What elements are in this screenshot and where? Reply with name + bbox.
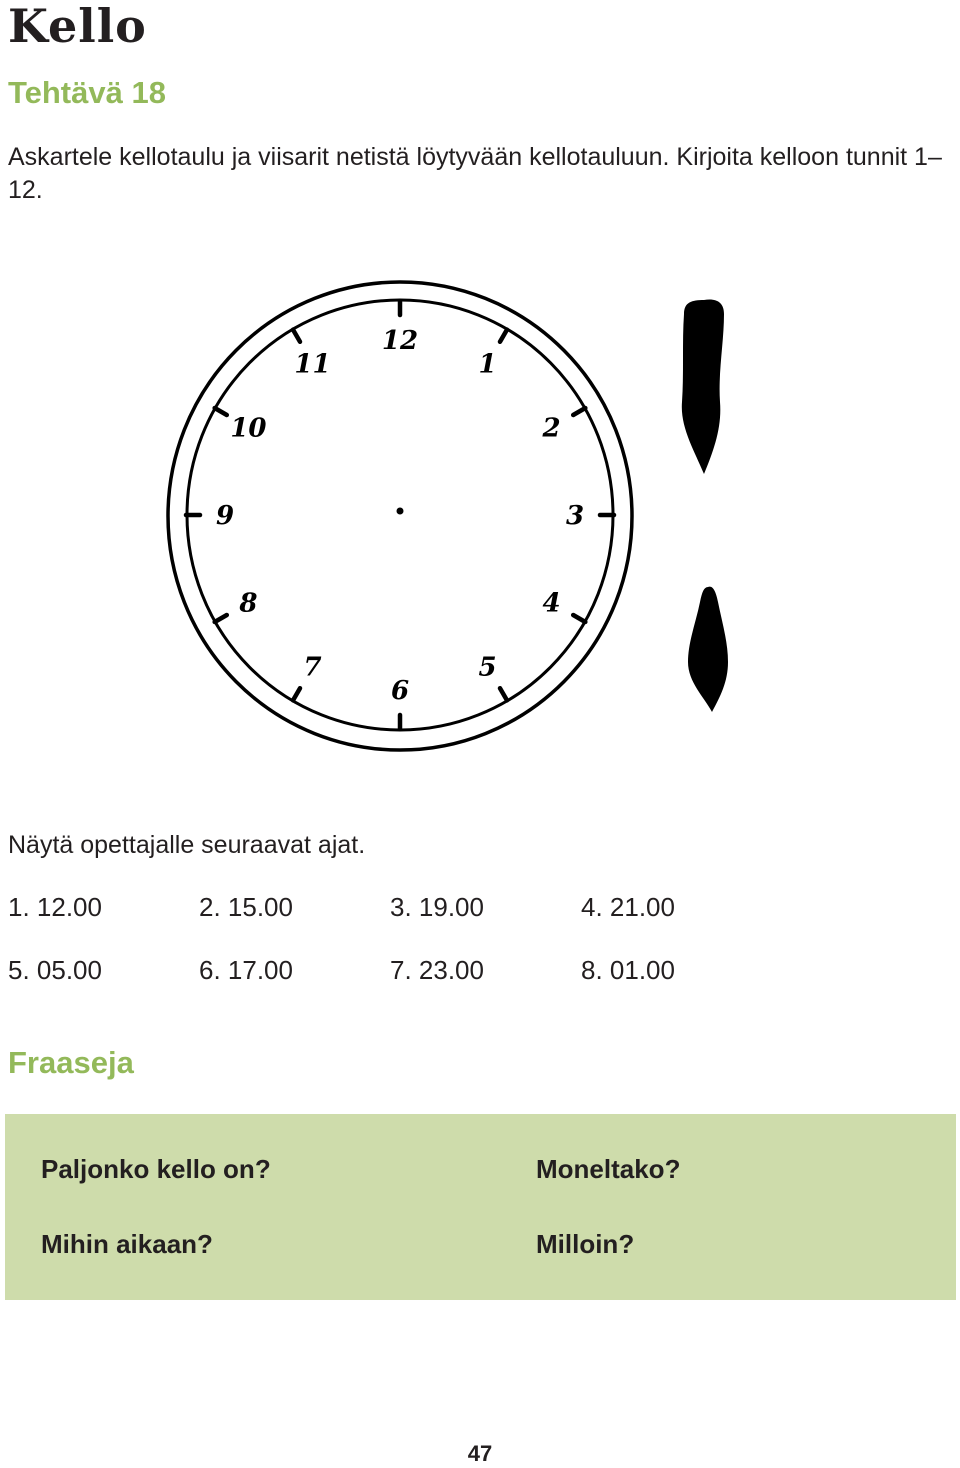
time-item: 8. 01.00 [581, 955, 675, 985]
clock-tick-mark [573, 408, 585, 415]
times-list [8, 890, 788, 988]
clock-hour-number: 11 [294, 349, 331, 380]
clock-hour-number: 6 [390, 676, 410, 706]
phrase-item: Moneltako? [536, 1154, 681, 1184]
clock-tick-mark [215, 408, 227, 415]
phrases-title: Fraaseja [8, 1045, 134, 1080]
page-number: 47 [467, 1441, 493, 1466]
phrase-item: Milloin? [536, 1229, 635, 1259]
phrase-item: Paljonko kello on? [41, 1154, 271, 1184]
time-item: 1. 12.00 [8, 892, 102, 922]
clock-hour-number: 12 [381, 326, 419, 356]
clock-hour-number: 2 [542, 413, 561, 444]
clock-illustration [158, 252, 782, 764]
clock-hour-number: 7 [303, 652, 322, 683]
time-item: 6. 17.00 [199, 955, 293, 985]
clock-face-drawing [158, 252, 782, 764]
clock-tick-mark [215, 615, 227, 622]
clock-face [168, 282, 632, 750]
time-item: 2. 15.00 [199, 892, 293, 922]
phrases-box [5, 1114, 956, 1300]
clock-center-dot [397, 508, 404, 515]
clock-tick-mark [573, 615, 585, 622]
clock-tick-marks [186, 301, 614, 729]
time-item: 7. 23.00 [390, 955, 484, 985]
clock-tick-mark [500, 688, 507, 700]
time-item: 5. 05.00 [8, 955, 102, 985]
clock-hour-number: 9 [215, 501, 235, 531]
time-item: 4. 21.00 [581, 892, 675, 922]
clock-hour-number: 1 [478, 349, 497, 380]
clock-hour-number: 5 [478, 652, 497, 683]
time-item: 3. 19.00 [390, 892, 484, 922]
minute-hand-cutout [682, 300, 724, 474]
clock-tick-mark [293, 688, 300, 700]
clock-tick-mark [293, 330, 300, 342]
clock-hour-number: 3 [565, 501, 585, 531]
task-instruction: Askartele kellotaulu ja viisarit netistä löytyvään kellotauluun. Kirjoita kelloon tunnit 1–12. [8, 143, 942, 204]
clock-hour-number: 8 [239, 588, 258, 619]
clock-hour-number: 4 [542, 588, 561, 619]
clock-hour-numbers [216, 326, 584, 706]
page-title: Kello [8, 0, 147, 53]
clock-inner-ring [187, 300, 613, 730]
times-heading: Näytä opettajalle seuraavat ajat. [8, 831, 366, 859]
clock-tick-mark [500, 330, 507, 342]
task-title: Tehtävä 18 [8, 75, 166, 110]
hour-hand-cutout [688, 587, 728, 712]
phrase-item: Mihin aikaan? [41, 1229, 213, 1259]
clock-hour-number: 10 [230, 413, 267, 444]
